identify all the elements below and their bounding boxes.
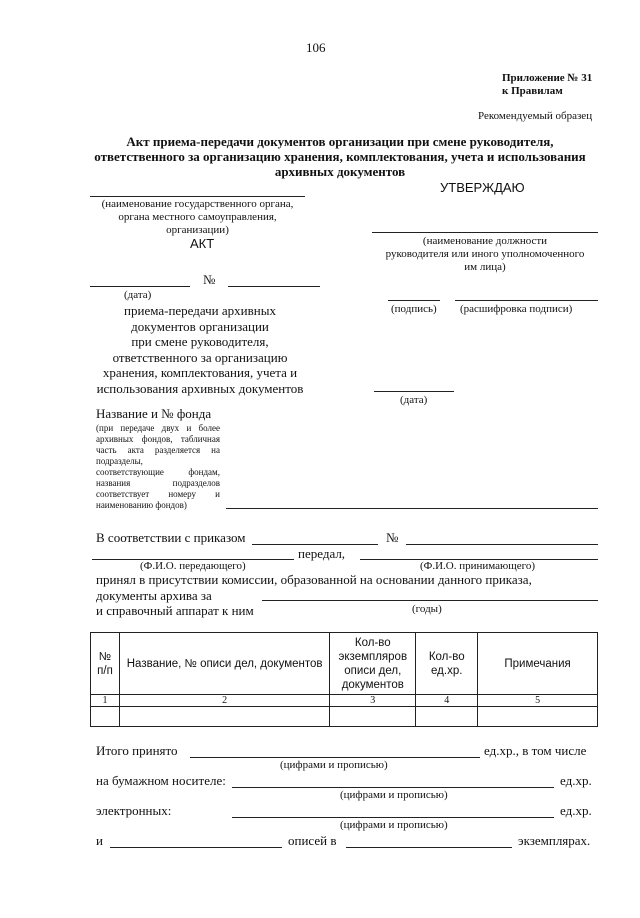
act-number-sign: № xyxy=(203,272,216,287)
docs-for-text: документы архива за xyxy=(96,588,212,603)
recommended-sample: Рекомендуемый образец xyxy=(478,110,593,122)
table-number-row xyxy=(91,695,598,707)
table-row xyxy=(91,707,598,727)
col-header-notes: Примечания xyxy=(478,633,598,695)
approve-date-caption: (дата) xyxy=(400,394,428,406)
act-number-line xyxy=(228,286,320,287)
total-units-incl: ед.хр., в том числе xyxy=(484,743,587,758)
years-line xyxy=(262,600,598,601)
reference-text: и справочный аппарат к ним xyxy=(96,603,254,618)
title-line-3: архивных документов xyxy=(274,164,406,179)
org-name-caption: (наименование государственного органа, органа местного самоуправления, организации) xyxy=(101,198,294,236)
col-header-units: Кол-во ед.хр. xyxy=(416,633,478,695)
electronic-unit: ед.хр. xyxy=(560,803,592,818)
document-title xyxy=(60,134,620,179)
order-prefix: В соответствии с приказом xyxy=(96,530,246,545)
col-number-5: 5 xyxy=(478,695,598,707)
position-line xyxy=(372,232,598,233)
paper-line xyxy=(232,787,554,788)
inventories-count-line xyxy=(110,847,282,848)
electronic-label: электронных: xyxy=(96,803,172,818)
col-number-1: 1 xyxy=(91,695,120,707)
fund-name-line xyxy=(226,508,598,509)
act-date-line xyxy=(90,286,190,287)
paper-label: на бумажном носителе: xyxy=(96,773,226,788)
copies-label: экземплярах. xyxy=(518,833,591,848)
electronic-line xyxy=(232,817,554,818)
col-header-number: № п/п xyxy=(91,633,120,695)
appendix-line-2: к Правилам xyxy=(502,85,563,97)
total-accepted-label: Итого принято xyxy=(96,743,178,758)
signature-decryption-line xyxy=(455,300,598,301)
col-header-copies: Кол-во экземпляров описи дел, документов xyxy=(330,633,416,695)
col-number-2: 2 xyxy=(119,695,329,707)
approve-label: УТВЕРЖДАЮ xyxy=(440,180,525,195)
transferrer-caption: (Ф.И.О. передающего) xyxy=(140,560,246,572)
and-label: и xyxy=(96,833,103,848)
signature-line xyxy=(388,300,440,301)
copies-count-line xyxy=(346,847,512,848)
inventories-label: описей в xyxy=(288,833,337,848)
title-line-2: ответственного за организацию хранения, комплектования, учета и использования xyxy=(94,149,586,164)
decryption-caption: (расшифровка подписи) xyxy=(460,303,573,315)
total-units-line xyxy=(190,757,480,758)
fund-note: (при передаче двух и более архивных фондов, табличная часть акта разделяется на подразделы, соответствующие фондам, названия подразделов соответствует номеру и наименованию фондов) xyxy=(96,423,220,510)
col-header-name: Название, № описи дел, документов xyxy=(119,633,329,695)
table-header-row xyxy=(91,633,598,695)
col-number-4: 4 xyxy=(416,695,478,707)
page-number: 106 xyxy=(306,40,326,55)
col-number-3: 3 xyxy=(330,695,416,707)
act-name: приема-передачи архивных документов организации при смене руководителя, ответственного за организацию хранения, комплектования, учета и использования архивных документов xyxy=(96,303,304,396)
electronic-words-caption: (цифрами и прописью) xyxy=(340,819,448,831)
accepted-text: принял в присутствии комиссии, образованной на основании данного приказа, xyxy=(96,572,532,587)
signature-caption: (подпись) xyxy=(391,303,437,315)
receiver-caption: (Ф.И.О. принимающего) xyxy=(420,560,536,572)
position-caption: (наименование должности руководителя или иного уполномоченного им лица) xyxy=(385,235,585,273)
transferred-label: передал, xyxy=(298,546,346,561)
paper-words-caption: (цифрами и прописью) xyxy=(340,789,448,801)
act-date-caption: (дата) xyxy=(124,289,152,301)
org-name-line xyxy=(90,196,305,197)
years-caption: (годы) xyxy=(412,603,442,615)
approve-date-line xyxy=(374,391,454,392)
order-date-line xyxy=(252,544,378,545)
fund-label: Название и № фонда xyxy=(96,406,212,421)
act-label: АКТ xyxy=(190,236,215,251)
appendix-line-1: Приложение № 31 xyxy=(502,72,593,84)
paper-unit: ед.хр. xyxy=(560,773,592,788)
order-number-line xyxy=(406,544,598,545)
total-words-caption: (цифрами и прописью) xyxy=(280,759,388,771)
order-number-sign: № xyxy=(386,530,399,545)
title-line-1: Акт приема-передачи документов организации при смене руководителя, xyxy=(126,134,554,149)
acceptance-table xyxy=(90,632,598,727)
